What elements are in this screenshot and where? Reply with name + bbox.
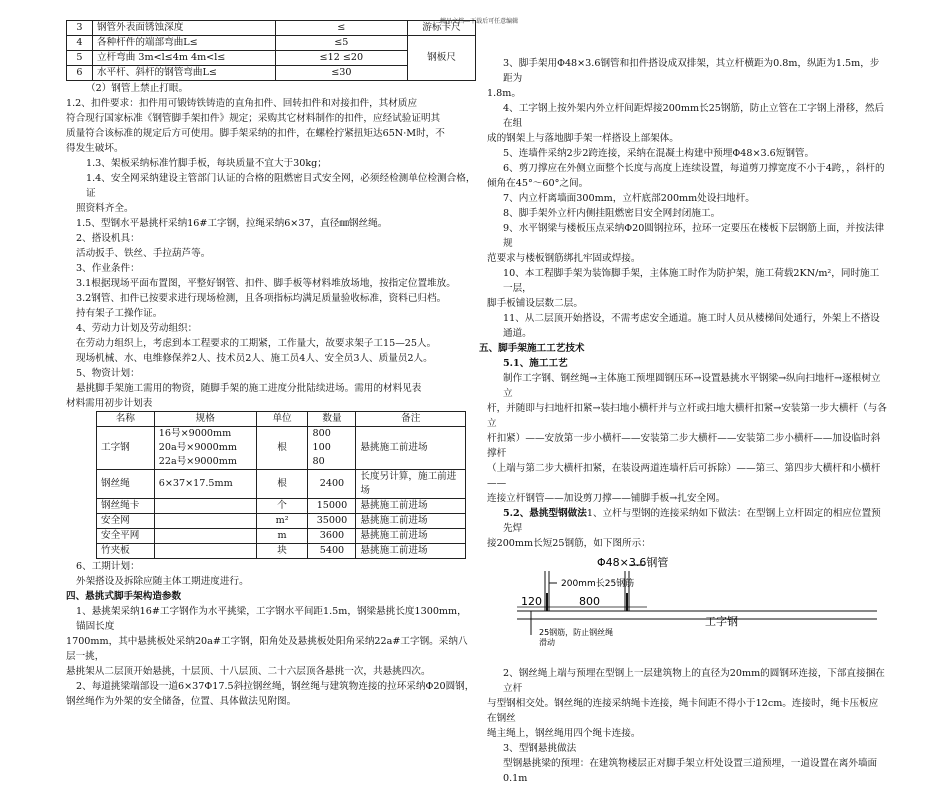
paragraph-line: 制作工字钢、钢丝绳→主体施工预埋圆钢压环→设置悬挑水平钢梁→纵向扫地杆→逐根树立立: [503, 373, 881, 399]
table-row: 钢丝绳卡 个 15000 悬挑施工前进场: [97, 499, 466, 514]
table-row: 5 立杆弯曲 3m<l≤4m 4m<l≤ ≤12 ≤20: [67, 51, 476, 66]
paragraph-line: 10、本工程脚手架为装饰脚手架，主体施工时作为防护架，施工荷载2KN/m²，同时施工一层，: [503, 268, 880, 294]
paragraph-line: 杆，并随即与扫地杆扣紧→装扫地小横杆并与立杆或扫地大横杆扣紧→安装第一步大横杆（与各立: [487, 403, 887, 429]
paragraph-line: （2）钢管上禁止打眼。: [86, 83, 189, 94]
paragraph-line: 绳主绳上，钢丝绳用四个绳卡连接。: [487, 728, 641, 739]
section-heading: 五、脚手架施工工艺技术: [479, 343, 585, 354]
paragraph-line: 脚手板铺设层数二层。: [487, 298, 583, 309]
beam-label: 工字钢: [705, 615, 738, 628]
paragraph-line: 2、搭设机具：: [76, 233, 140, 244]
paragraph-line: 接200mm长短25钢筋，如下图所示：: [487, 538, 651, 549]
paragraph-line: 5、连墙件采纳2步2跨连接，采纳在混凝土构建中预埋Φ48×3.6短钢管。: [503, 148, 815, 159]
paragraph-line: 3、脚手架用Φ48×3.6钢管和扣件搭设成双排架，其立杆横距为0.8m，纵距为1.5m，步距为: [503, 58, 880, 84]
paragraph-line: 成的钢架上与落地脚手架一样搭设上部架体。: [487, 133, 679, 144]
paragraph-line: 持有架子工操作证。: [76, 308, 163, 319]
paragraph-line: 倾角在45°～60°之间。: [487, 178, 589, 189]
left-text-block-b: [66, 559, 476, 709]
paragraph-line: 在劳动力组织上，考虑到本工程要求的工期紧，工作量大，故要求架子工15—25人。: [76, 338, 437, 349]
paragraph-line: 3.2钢管、扣件已按要求进行现场检测，且各项指标均满足质量验收标准，资料已归档。: [76, 293, 447, 304]
paragraph-line: 5、物资计划：: [76, 368, 140, 379]
table-row: 竹夹板 块 5400 悬挑施工前进场: [97, 544, 466, 559]
paragraph-line: 5.2、悬挑型钢做法1、立杆与型钢的连接采纳如下做法：在型钢上立杆固定的相应位置预先焊: [503, 508, 881, 534]
table-row: 钢丝绳 6×37×17.5mm 根 2400 长度另计算，施工前进场: [97, 470, 466, 499]
paragraph-line: 照资料齐全。: [76, 203, 134, 214]
paragraph-line: 杆扣紧）——安放第一步小横杆——安装第二步大横杆——安装第二步小横杆——加设临时斜撑杆: [487, 433, 881, 459]
table-row: 6 水平杆、斜杆的钢管弯曲L≤ ≤30: [67, 66, 476, 81]
subsection-heading: 5.2、悬挑型钢做法: [503, 508, 587, 519]
paragraph-line: 4、劳动力计划及劳动组织：: [76, 323, 198, 334]
paragraph-line: 1700mm，其中悬挑板处采纳20a#工字钢，阳角处及悬挑板处阳角采纳22a#工字钢。采纳八层一挑，: [66, 636, 468, 662]
paragraph-line: 6、剪刀撑应在外侧立面整个长度与高度上连续设置，每道剪刀撑宽度不小于4跨，，斜杆的: [503, 163, 885, 174]
subsection-heading: 5.1、施工工艺: [503, 358, 568, 369]
paragraph-line: 连接立杆钢管——加设剪刀撑——铺脚手板→扎安全网。: [487, 493, 726, 504]
page-header-note: 精品文档---下载后可任意编辑: [440, 18, 519, 25]
table-row: 工字钢 16号×9000mm 20a号×9000mm 22a号×9000mm 根 800 100 80 悬挑施工前进场: [97, 427, 466, 470]
table-row: 安全平网 m 3600 悬挑施工前进场: [97, 529, 466, 544]
paragraph-line: 1.8m。: [487, 88, 521, 99]
paragraph-line: 9、水平钢梁与楼板压点采纳Φ20圆钢拉环，拉环一定要压在楼板下层钢筋上面，并按法律规: [503, 223, 885, 249]
right-column: [479, 56, 887, 786]
paragraph-line: 2、钢丝绳上端与预埋在型钢上一层建筑物上的直径为20mm的圆钢环连接，下部直接捆在立杆: [503, 668, 885, 694]
material-plan-table: [96, 411, 466, 559]
paragraph-line: 1.4、安全网采纳建设主管部门认证的合格的阻燃密目式安全网，必须经检测单位检测合格，证: [86, 173, 476, 199]
rebar-label: 200mm长25钢筋: [561, 579, 635, 589]
paragraph-line: 型钢悬挑梁的预埋：在建筑物楼层正对脚手架立杆处设置三道预埋，一道设置在离外墙面0.1m: [503, 758, 878, 784]
note-line-2: 滑动: [539, 638, 555, 647]
diagram-svg: [487, 553, 877, 658]
paragraph-line: 4、工字钢上按外架内外立杆间距焊接200mm长25钢筋，防止立管在工字钢上滑移，然后在组: [503, 103, 885, 129]
paragraph-line: 2、每道挑梁端部设一道6×37Φ17.5斜拉钢丝绳，钢丝绳与建筑物连接的拉环采纳Φ20圆钢，: [76, 681, 475, 692]
table-row: 3 钢管外表面锈蚀深度 ≤ 游标卡尺: [67, 21, 476, 36]
paragraph-line: 1.5、型钢水平悬挑杆采纳16#工字钢，拉绳采纳6×37，直径㎜钢丝绳。: [76, 218, 388, 229]
paragraph-line: 得发生破坏。: [66, 143, 124, 154]
paragraph-line: 外架搭设及拆除应随主体工期进度进行。: [76, 576, 249, 587]
left-column: [66, 20, 476, 709]
pipe-label: Φ48×3.6钢管: [597, 556, 669, 569]
paragraph-line: 悬挑架从二层顶开始悬挑，十层顶、十八层顶、二十六层顶各悬挑一次，共悬挑四次。: [66, 666, 431, 677]
paragraph-line: 钢丝绳作为外架的安全储备，位置、具体做法见附图。: [66, 696, 297, 707]
paragraph-line: 3、型钢悬挑做法: [503, 743, 577, 754]
paragraph-line: 与型钢相交处。钢丝绳的连接采纳绳卡连接，绳卡间距不得小于12cm。连接时，绳卡压板应在钢丝: [487, 698, 879, 724]
steel-beam-connection-diagram: [487, 553, 877, 658]
paragraph-line: 现场机械、水、电维修保养2人、技术员2人、施工员4人、安全员3人、质量员2人。: [76, 353, 433, 364]
paragraph-line: 质量符合该标准的规定后方可使用。脚手架采纳的扣件，在螺栓拧紧扭矩达65N·M时，不: [66, 128, 445, 139]
table-caption: 材料需用初步计划表: [66, 398, 153, 409]
note-line-1: 25钢筋，防止钢丝绳: [539, 628, 614, 637]
paragraph-line: 悬挑脚手架施工需用的物资，随脚手架的施工进度分批陆续进场。需用的材料见表: [76, 383, 422, 394]
table-header-row: 名称 规格 单位 数量 备注: [97, 412, 466, 427]
paragraph-line: 活动扳手、铁丝、手拉葫芦等。: [76, 248, 211, 259]
inspection-table: [66, 20, 476, 81]
dimension-middle: 800: [579, 595, 600, 608]
paragraph-line: 11、从二层顶开始搭设，不需考虑安全通道。施工时人员从楼梯间处通行，外架上不搭设通道。: [503, 313, 880, 339]
paragraph-line: （上端与第二步大横杆扣紧，在装设两道连墙杆后可拆除）——第三、第四步大横杆和小横杆——: [487, 463, 881, 489]
paragraph-line: 3.1根据现场平面布置图，平整好钢管、扣件、脚手板等材料堆放场地，按指定位置堆放。: [76, 278, 456, 289]
paragraph-line: 7、内立杆离墙面300mm，立杆底部200mm处设扫地杆。: [503, 193, 755, 204]
paragraph-line: 符合现行国家标准《钢管脚手架扣件》规定；采购其它材料制作的扣件，应经试验证明其: [66, 113, 441, 124]
dimension-left: 120: [521, 595, 542, 608]
table-row: 安全网 m² 35000 悬挑施工前进场: [97, 514, 466, 529]
paragraph-line: 6、工期计划：: [76, 561, 140, 572]
paragraph-line: 1.3、架板采纳标准竹脚手板，每块质量不宜大于30kg；: [86, 158, 327, 169]
table-row: 4 各种杆件的端部弯曲L≤ ≤5 钢板尺: [67, 36, 476, 51]
left-text-block-a: [66, 81, 476, 411]
section-heading: 四、悬挑式脚手架构造参数: [66, 591, 182, 602]
paragraph-line: 1、悬挑架采纳16#工字钢作为水平挑梁，工字钢水平间距1.5m，钢梁悬挑长度1300mm，锚固长度: [76, 606, 467, 632]
paragraph-line: 3、作业条件：: [76, 263, 140, 274]
paragraph-line: 8、脚手架外立杆内侧挂阻燃密目安全网封闭施工。: [503, 208, 721, 219]
paragraph-line: 1.2、扣件要求：扣件用可锻铸铁铸造的直角扣件、回转扣件和对接扣件，其材质应: [66, 98, 418, 109]
paragraph-line: 范要求与楼板钢筋绑扎牢固或焊接。: [487, 253, 641, 264]
